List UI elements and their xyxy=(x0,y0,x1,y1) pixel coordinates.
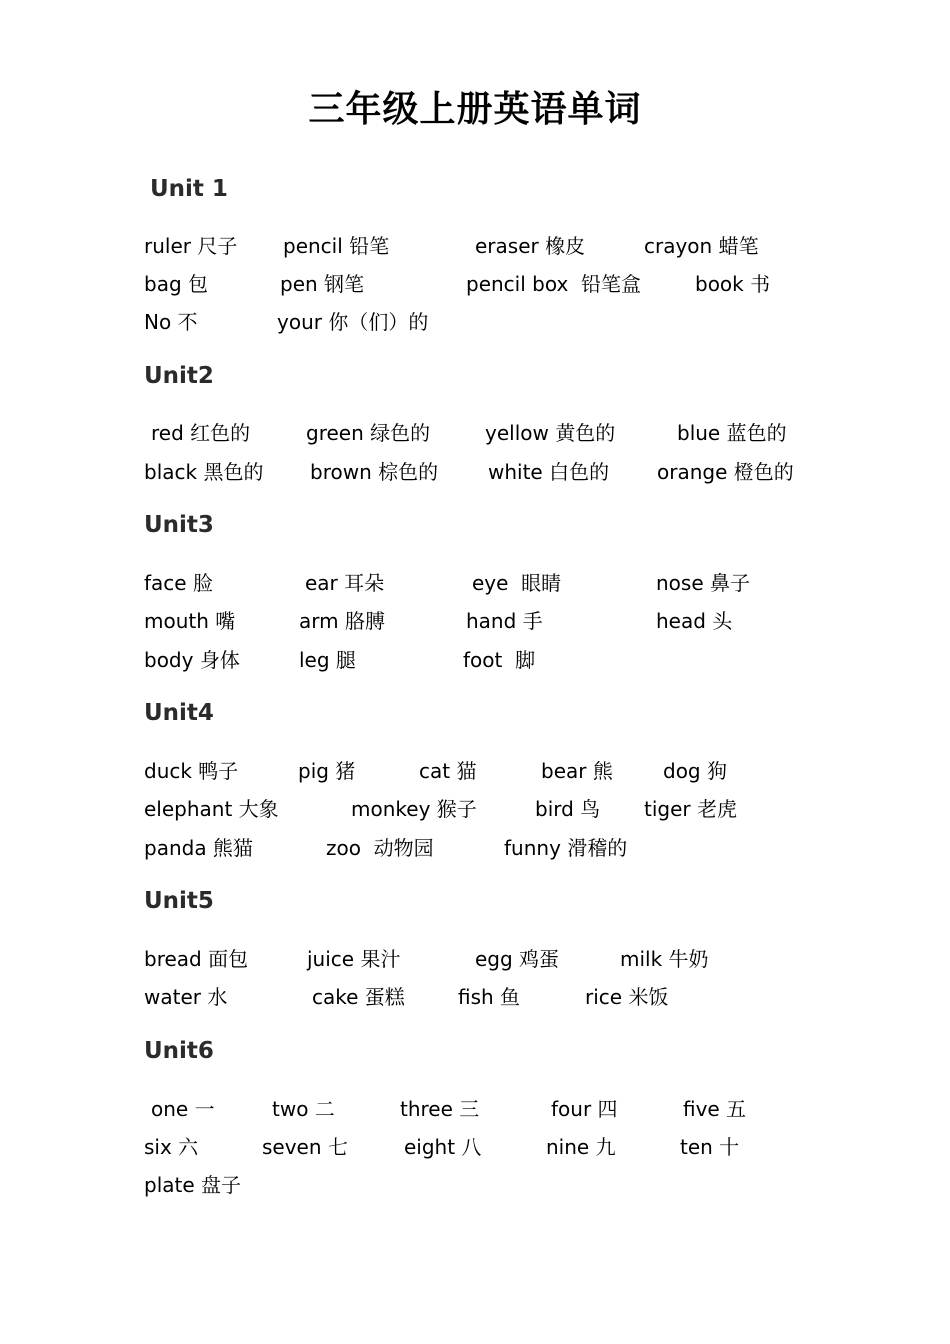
vocab-item: water 水 xyxy=(144,985,228,1009)
vocab-item: ten 十 xyxy=(680,1135,740,1159)
vocab-item: nose 鼻子 xyxy=(656,571,750,595)
vocab-item: panda 熊猫 xyxy=(144,836,253,860)
vocab-item: monkey 猴子 xyxy=(351,797,477,821)
vocab-item: three 三 xyxy=(400,1097,480,1121)
page-title: 三年级上册英语单词 xyxy=(308,89,642,130)
vocab-item: egg 鸡蛋 xyxy=(475,947,560,971)
unit-heading: Unit3 xyxy=(144,512,214,538)
vocab-item: one 一 xyxy=(151,1097,215,1121)
vocab-item: rice 米饭 xyxy=(585,985,669,1009)
vocab-item: crayon 蜡笔 xyxy=(644,234,759,258)
vocab-item: pen 钢笔 xyxy=(280,272,365,296)
vocab-item: pig 猪 xyxy=(298,759,356,783)
vocab-item: eraser 橡皮 xyxy=(475,234,586,258)
vocab-item: book 书 xyxy=(695,272,771,296)
vocab-item: fish 鱼 xyxy=(458,985,521,1009)
vocab-item: nine 九 xyxy=(546,1135,616,1159)
vocab-item: five 五 xyxy=(683,1097,747,1121)
vocab-item: foot 脚 xyxy=(463,648,536,672)
vocab-item: pencil 铅笔 xyxy=(283,234,390,258)
vocab-item: yellow 黄色的 xyxy=(485,421,616,445)
vocab-item: mouth 嘴 xyxy=(144,609,236,633)
unit-heading: Unit 1 xyxy=(150,176,228,202)
vocab-item: ruler 尺子 xyxy=(144,234,238,258)
vocab-item: blue 蓝色的 xyxy=(677,421,787,445)
vocab-item: body 身体 xyxy=(144,648,240,672)
vocab-item: bear 熊 xyxy=(541,759,613,783)
vocab-item: milk 牛奶 xyxy=(620,947,709,971)
vocab-item: zoo 动物园 xyxy=(326,836,434,860)
vocab-item: red 红色的 xyxy=(151,421,251,445)
vocab-item: two 二 xyxy=(272,1097,335,1121)
vocab-item: elephant 大象 xyxy=(144,797,279,821)
vocab-item: dog 狗 xyxy=(663,759,727,783)
vocab-item: eight 八 xyxy=(404,1135,482,1159)
vocab-item: cake 蛋糕 xyxy=(312,985,405,1009)
vocab-item: duck 鸭子 xyxy=(144,759,239,783)
vocab-item: bread 面包 xyxy=(144,947,249,971)
vocab-item: ear 耳朵 xyxy=(305,571,385,595)
vocab-item: bird 鸟 xyxy=(535,797,601,821)
vocab-item: plate 盘子 xyxy=(144,1173,242,1197)
vocab-item: white 白色的 xyxy=(488,460,610,484)
vocab-item: eye 眼睛 xyxy=(472,571,562,595)
vocab-item: four 四 xyxy=(551,1097,618,1121)
unit-heading: Unit4 xyxy=(144,700,214,726)
vocab-item: hand 手 xyxy=(466,609,543,633)
vocab-item: brown 棕色的 xyxy=(310,460,439,484)
vocab-item: cat 猫 xyxy=(419,759,477,783)
vocab-item: arm 胳膊 xyxy=(299,609,385,633)
vocab-item: six 六 xyxy=(144,1135,199,1159)
vocab-item: orange 橙色的 xyxy=(657,460,794,484)
vocab-item: leg 腿 xyxy=(299,648,356,672)
vocab-item: tiger 老虎 xyxy=(644,797,737,821)
vocab-item: face 脸 xyxy=(144,571,213,595)
unit-heading: Unit6 xyxy=(144,1038,214,1064)
vocab-item: black 黑色的 xyxy=(144,460,264,484)
vocab-item: green 绿色的 xyxy=(306,421,431,445)
vocab-item: bag 包 xyxy=(144,272,209,296)
vocab-item: funny 滑稽的 xyxy=(504,836,628,860)
vocab-item: seven 七 xyxy=(262,1135,348,1159)
unit-heading: Unit5 xyxy=(144,888,214,914)
vocab-item: head 头 xyxy=(656,609,733,633)
vocab-item: pencil box 铅笔盒 xyxy=(466,272,642,296)
vocab-item: your 你（们）的 xyxy=(277,310,429,334)
unit-heading: Unit2 xyxy=(144,363,214,389)
vocab-item: No 不 xyxy=(144,310,198,334)
vocab-item: juice 果汁 xyxy=(307,947,401,971)
